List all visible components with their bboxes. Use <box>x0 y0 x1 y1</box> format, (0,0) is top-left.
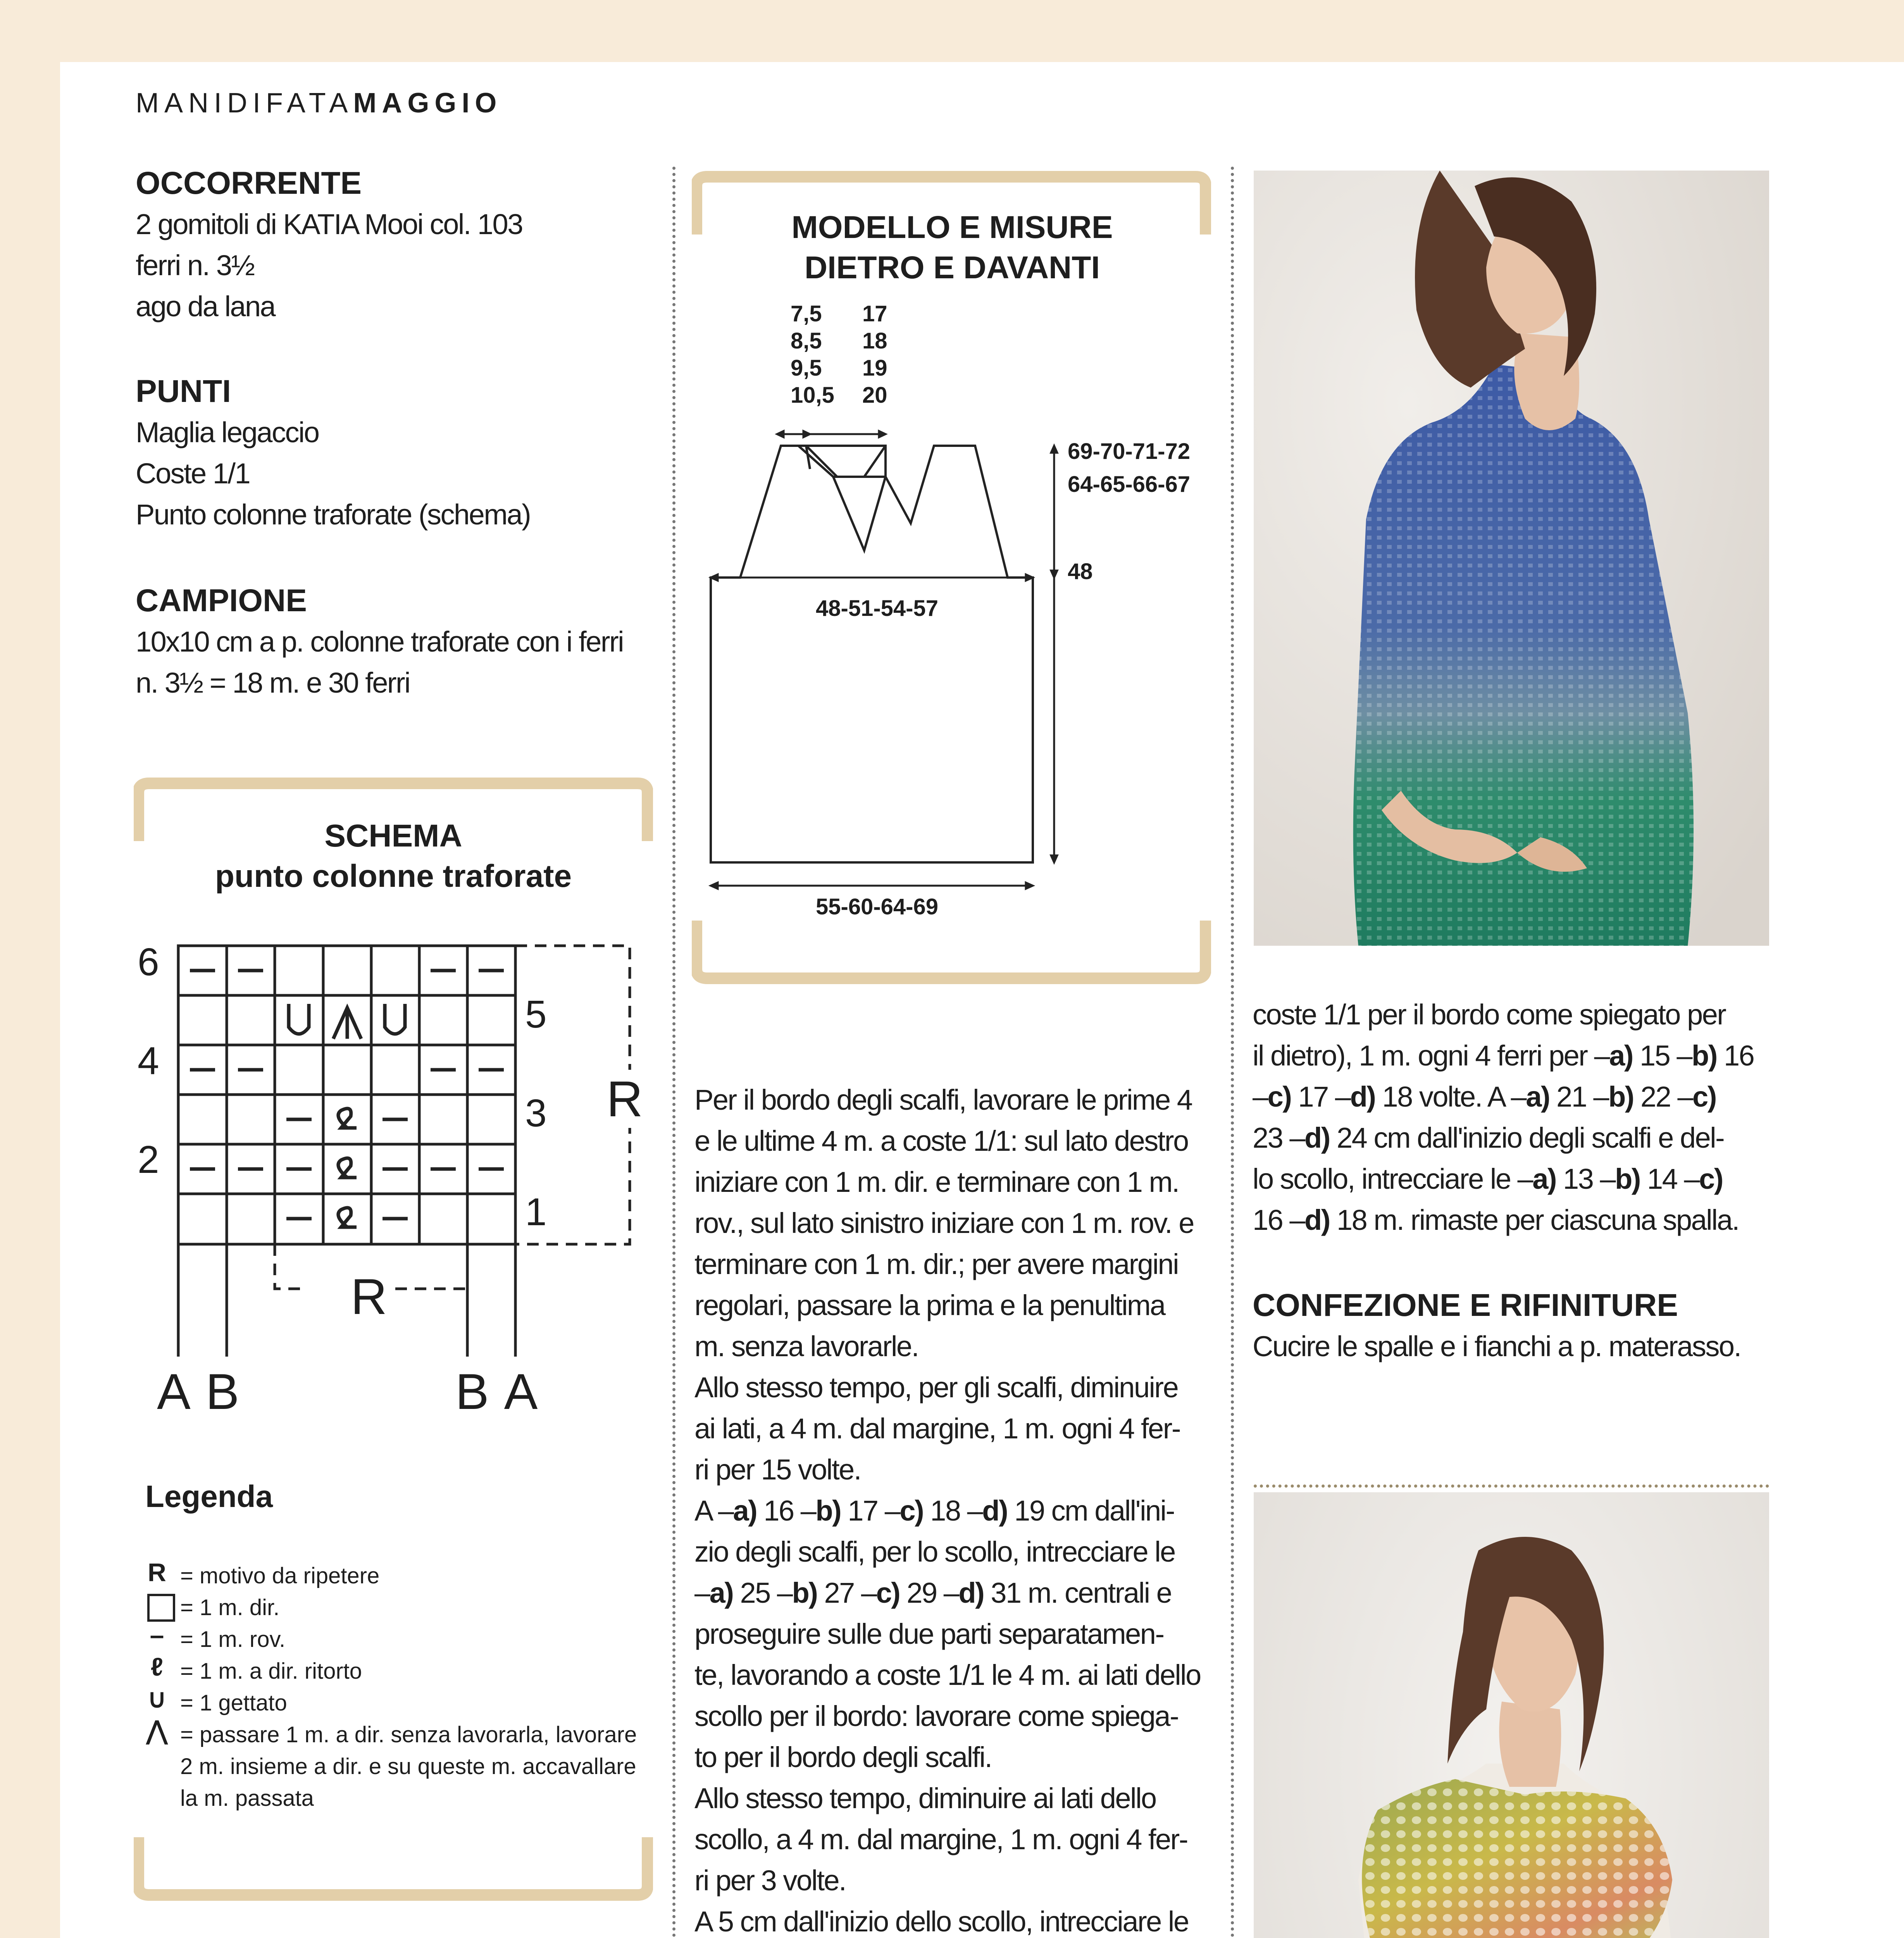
modello-title-line: MODELLO E MISURE <box>791 210 1113 245</box>
measure-label: 20 <box>862 383 887 408</box>
photo-sleeveless-top <box>1254 171 1769 946</box>
legend-item: = 1 gettato <box>180 1690 287 1716</box>
scalfi-line: m. senza lavorarle. <box>694 1330 918 1362</box>
legend-title: Legenda <box>145 1479 273 1514</box>
punti-section <box>136 371 651 535</box>
chart-repeat-label: R <box>351 1268 387 1325</box>
measure-label: 10,5 <box>791 383 834 408</box>
measure-label: 19 <box>862 355 887 381</box>
chart-row-label: 3 <box>525 1091 547 1135</box>
legend-item: = 1 m. rov. <box>180 1627 286 1652</box>
scalfi-line: –a) 25 –b) 27 –c) 29 –d) 31 m. centrali e <box>694 1577 1172 1609</box>
davanti-continued-line: il dietro), 1 m. ogni 4 ferri per –a) 15 –b) 16 <box>1253 1040 1754 1072</box>
photo-mesh-shawl <box>1254 1492 1769 1938</box>
campione-title: CAMPIONE <box>136 583 307 618</box>
schema-subtitle: punto colonne traforate <box>215 859 572 894</box>
legend-item: = 1 m. dir. <box>180 1595 280 1620</box>
chart-row-label: 4 <box>138 1039 159 1083</box>
legend-yarn-over-icon: ∪ <box>147 1684 167 1713</box>
occorrente-line: 2 gomitoli di KATIA Mooi col. 103 <box>136 208 522 240</box>
chest-label: 48-51-54-57 <box>816 596 938 621</box>
legend-repeat-icon: R <box>148 1558 166 1586</box>
header-issue: MAGGIO <box>353 88 502 119</box>
chart-row-label: 2 <box>138 1138 159 1181</box>
occorrente-line: ago da lana <box>136 290 275 322</box>
legend-item: = 1 m. a dir. ritorto <box>180 1659 362 1684</box>
davanti-continued-line: coste 1/1 per il bordo come spiegato per <box>1253 998 1726 1031</box>
chart-letters-right: B A <box>455 1363 538 1420</box>
measure-label: 17 <box>862 301 887 326</box>
campione-line: n. 3½ = 18 m. e 30 ferri <box>136 667 410 699</box>
legend-decrease-icon: ⋀ <box>146 1716 168 1745</box>
column-divider-right <box>1231 167 1234 1938</box>
chart-letters-left: A B <box>157 1363 240 1420</box>
scalfi-line: to per il bordo degli scalfi. <box>694 1741 992 1773</box>
scalfi-line: scollo, a 4 m. dal margine, 1 m. ogni 4 fer- <box>694 1823 1187 1855</box>
davanti-continued-body <box>1253 994 1768 1241</box>
davanti-continued-line: 23 –d) 24 cm dall'inizio degli scalfi e del- <box>1253 1122 1724 1154</box>
measure-label: 9,5 <box>791 355 822 381</box>
scalfi-line: zio degli scalfi, per lo scollo, intrecciare le <box>694 1536 1175 1568</box>
legend-item: 2 m. insieme a dir. e su queste m. accavallare <box>180 1754 636 1779</box>
chart-row-label: 5 <box>525 993 547 1036</box>
scalfi-line: A 5 cm dall'inizio dello scollo, intrecciare le <box>694 1905 1189 1938</box>
davanti-continued-line: 16 –d) 18 m. rimaste per ciascuna spalla. <box>1253 1204 1739 1236</box>
punti-line: Maglia legaccio <box>136 416 319 448</box>
scalfi-line: te, lavorando a coste 1/1 le 4 m. ai lati dello <box>694 1659 1201 1691</box>
davanti-continued <box>1253 994 1768 1241</box>
davanti-continued-line: –c) 17 –d) 18 volte. A –a) 21 –b) 22 –c) <box>1253 1081 1716 1113</box>
scalfi-line: proseguire sulle due parti separatamen- <box>694 1618 1164 1650</box>
chart-repeat-label: R <box>607 1071 643 1127</box>
scalfi-line: iniziare con 1 m. dir. e terminare con 1 m. <box>694 1166 1179 1198</box>
legend-item: = motivo da ripetere <box>180 1563 380 1588</box>
campione-line: 10x10 cm a p. colonne traforate con i ferri <box>136 626 624 658</box>
measure-label: 8,5 <box>791 328 822 353</box>
legend-purl-icon: – <box>150 1621 164 1649</box>
punti-line: Punto colonne traforate (schema) <box>136 498 531 531</box>
punti-title: PUNTI <box>136 374 231 409</box>
confezione-line: Cucire le spalle e i fianchi a p. materasso. <box>1253 1330 1741 1362</box>
occorrente-section <box>136 163 651 327</box>
scalfi-line: ri per 3 volte. <box>694 1864 846 1897</box>
height-total-label: 69-70-71-72 <box>1068 439 1190 464</box>
measure-label: 7,5 <box>791 301 822 326</box>
scalfi-body <box>694 1079 1210 1938</box>
header-prefix: MANIDIFATA <box>136 88 353 119</box>
occorrente-line: ferri n. 3½ <box>136 249 254 281</box>
legend-knit-icon <box>147 1594 175 1622</box>
scalfi-line: ai lati, a 4 m. dal margine, 1 m. ogni 4 fer- <box>694 1412 1180 1445</box>
confezione-section <box>1253 1285 1768 1367</box>
scalfi-line: terminare con 1 m. dir.; per avere margini <box>694 1248 1179 1280</box>
scalfi-line: e le ultime 4 m. a coste 1/1: sul lato destro <box>694 1125 1188 1157</box>
scalfi-line: ri per 15 volte. <box>694 1454 861 1486</box>
scalfi-line: Allo stesso tempo, diminuire ai lati dello <box>694 1782 1156 1814</box>
legend-item: = passare 1 m. a dir. senza lavorarla, lavorare <box>180 1722 637 1747</box>
schema-bracket-bottom <box>134 1835 653 1901</box>
scalfi-line: Per il bordo degli scalfi, lavorare le prime 4 <box>694 1084 1192 1116</box>
legend-twisted-knit-icon: ℓ <box>150 1652 164 1681</box>
scalfi-line: Allo stesso tempo, per gli scalfi, diminuire <box>694 1371 1178 1403</box>
campione-section <box>136 580 651 703</box>
running-header <box>136 87 502 119</box>
modello-title-block <box>694 207 1210 288</box>
scalfi-line: A –a) 16 –b) 17 –c) 18 –d) 19 cm dall'ini- <box>694 1495 1174 1527</box>
photo-divider <box>1254 1485 1769 1488</box>
modello-title-line: DIETRO E DAVANTI <box>804 250 1100 285</box>
height-total-label: 64-65-66-67 <box>1068 472 1190 497</box>
height-lower-label: 48 <box>1068 559 1093 584</box>
davanti-continued-line: lo scollo, intrecciare le –a) 13 –b) 14 –c) <box>1253 1163 1723 1195</box>
scalfi-line: scollo per il bordo: lavorare come spiega- <box>694 1700 1179 1732</box>
measure-label: 18 <box>862 328 887 353</box>
schema-title-block <box>136 816 651 897</box>
chart-row-label: 6 <box>138 940 159 984</box>
garment-diagram <box>694 295 1217 934</box>
legend-item: la m. passata <box>180 1786 314 1811</box>
schema-title: SCHEMA <box>324 818 462 853</box>
confezione-title: CONFEZIONE E RIFINITURE <box>1253 1288 1678 1323</box>
bottom-width-label: 55-60-64-69 <box>816 894 938 919</box>
punti-line: Coste 1/1 <box>136 457 250 490</box>
chart-row-label: 1 <box>525 1190 547 1234</box>
scalfi-line: rov., sul lato sinistro iniziare con 1 m. rov. e <box>694 1207 1194 1239</box>
scalfi-instructions <box>694 1079 1210 1938</box>
occorrente-title: OCCORRENTE <box>136 166 362 201</box>
scalfi-line: regolari, passare la prima e la penultima <box>694 1289 1165 1321</box>
